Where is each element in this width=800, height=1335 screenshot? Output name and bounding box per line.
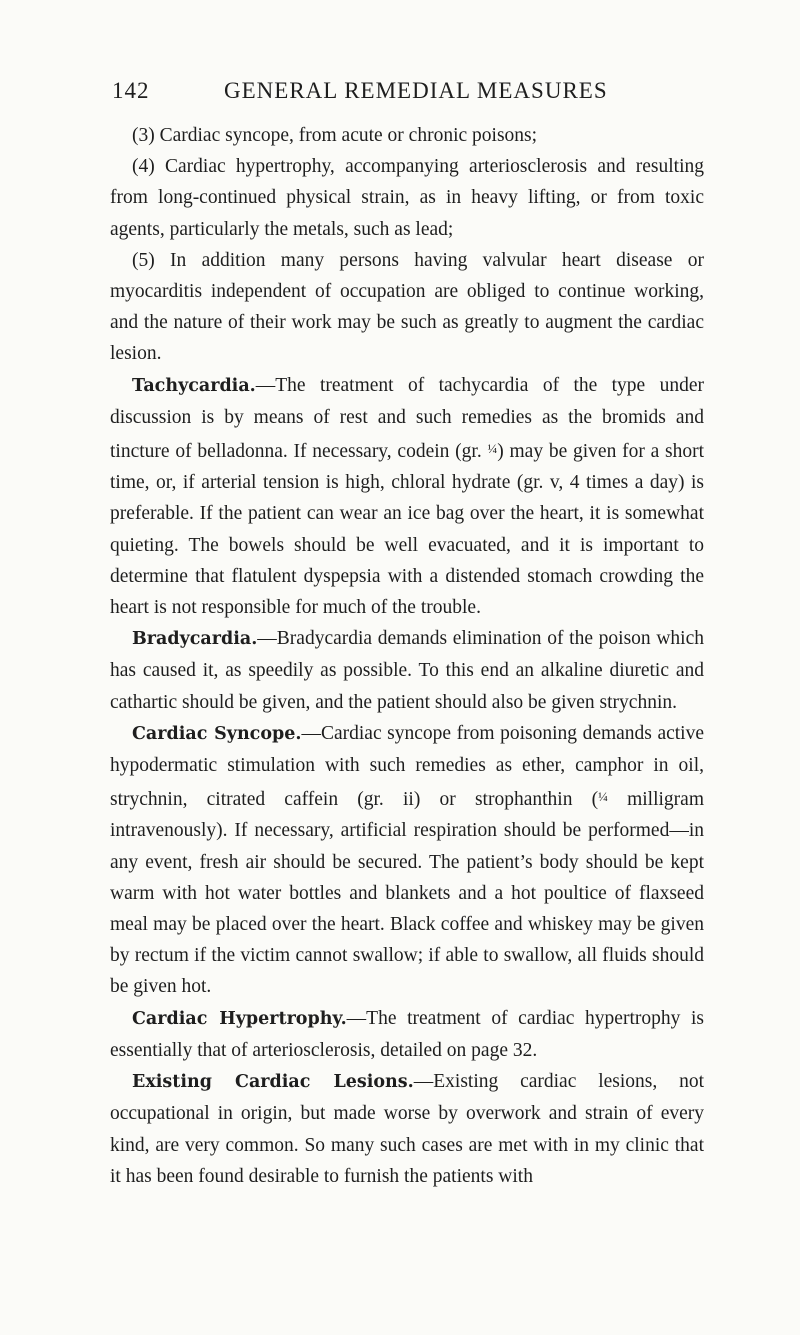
paragraph-tachycardia <box>110 370 704 624</box>
bradycardia-text: —Bradycardia demands elimination of the poison which has caused it, as speedily as possible. To this end an alkaline diuretic and cathartic should be given, and the patient should also be given strychnin. <box>110 628 704 713</box>
heading-existing-lesions: Existing Cardiac Lesions. <box>132 1072 414 1093</box>
heading-cardiac-hypertrophy: Cardiac Hypertrophy. <box>132 1008 347 1029</box>
list-item-4: (4) Cardiac hypertrophy, accompanying arteriosclerosis and resulting from long-continued physical strain, as in heavy lifting, or from toxic agents, particularly the metals, such as lead; <box>110 156 704 240</box>
tachycardia-dose-fraction: ¼ <box>487 441 498 457</box>
running-head <box>112 78 704 110</box>
paragraph-existing-lesions <box>110 1066 704 1192</box>
cardiac-syncope-text-b: milligram intravenously). If necessary, artificial respiration should be performed—in any event, fresh air should be secured. The patient’s body should be kept warm with hot water bottles and blankets and a hot poultice of flaxseed meal may be placed over the heart. Black coffee and whiskey may be given by rectum if the victim cannot swallow; if able to swallow, all fluids should be given hot. <box>110 789 704 998</box>
paragraph-cardiac-syncope <box>110 718 704 1003</box>
existing-lesions-text: —Existing cardiac lesions, not occupational in origin, but made worse by overwork and strain of every kind, are very common. So many such cases are met with in my clinic that it has been found desirable to furnish the patients with <box>110 1071 705 1187</box>
list-item-5: (5) In addition many persons having valvular heart disease or myocarditis independent of occupation are obliged to continue working, and the nature of their work may be such as greatly to augment the cardiac lesion. <box>110 249 704 365</box>
body-text <box>110 120 704 1192</box>
list-item-3: (3) Cardiac syncope, from acute or chronic poisons; <box>132 125 538 146</box>
cardiac-syncope-text-a: —Cardiac syncope from poisoning demands active hypodermatic stimulation with such remedies as ether, camphor in oil, strychnin, citrated caffein (gr. ii) or strophanthin ( <box>110 722 704 811</box>
paragraph-bradycardia <box>110 623 704 718</box>
page-number: 142 <box>112 78 150 103</box>
paragraph-cardiac-hypertrophy <box>110 1003 704 1066</box>
heading-tachycardia: Tachycardia. <box>132 375 256 396</box>
heading-cardiac-syncope: Cardiac Syncope. <box>132 723 302 744</box>
cardiac-syncope-dose-fraction: ¼ <box>598 789 608 805</box>
heading-bradycardia: Bradycardia. <box>132 629 258 650</box>
tachycardia-text-a: —The treatment of tachycardia of the type under discussion is by means of rest and such remedies as the bromids and tincture of belladonna. If necessary, codein (gr. <box>110 374 704 463</box>
cardiac-hypertrophy-text: —The treatment of cardiac hypertrophy is essentially that of arteriosclerosis, detailed on page 32. <box>110 1007 704 1061</box>
running-head-title: GENERAL REMEDIAL MEASURES <box>224 78 608 103</box>
tachycardia-text-b: ) may be given for a short time, or, if arterial tension is high, chloral hydrate (gr. v, 4 times a day) is preferable. If the patient can wear an ice bag over the heart, it is somewhat quieting. The bowels should be well evacuated, and it is important to determine that flatulent dyspepsia with a distended stomach crowding the heart is not responsible for much of the trouble. <box>110 441 705 619</box>
